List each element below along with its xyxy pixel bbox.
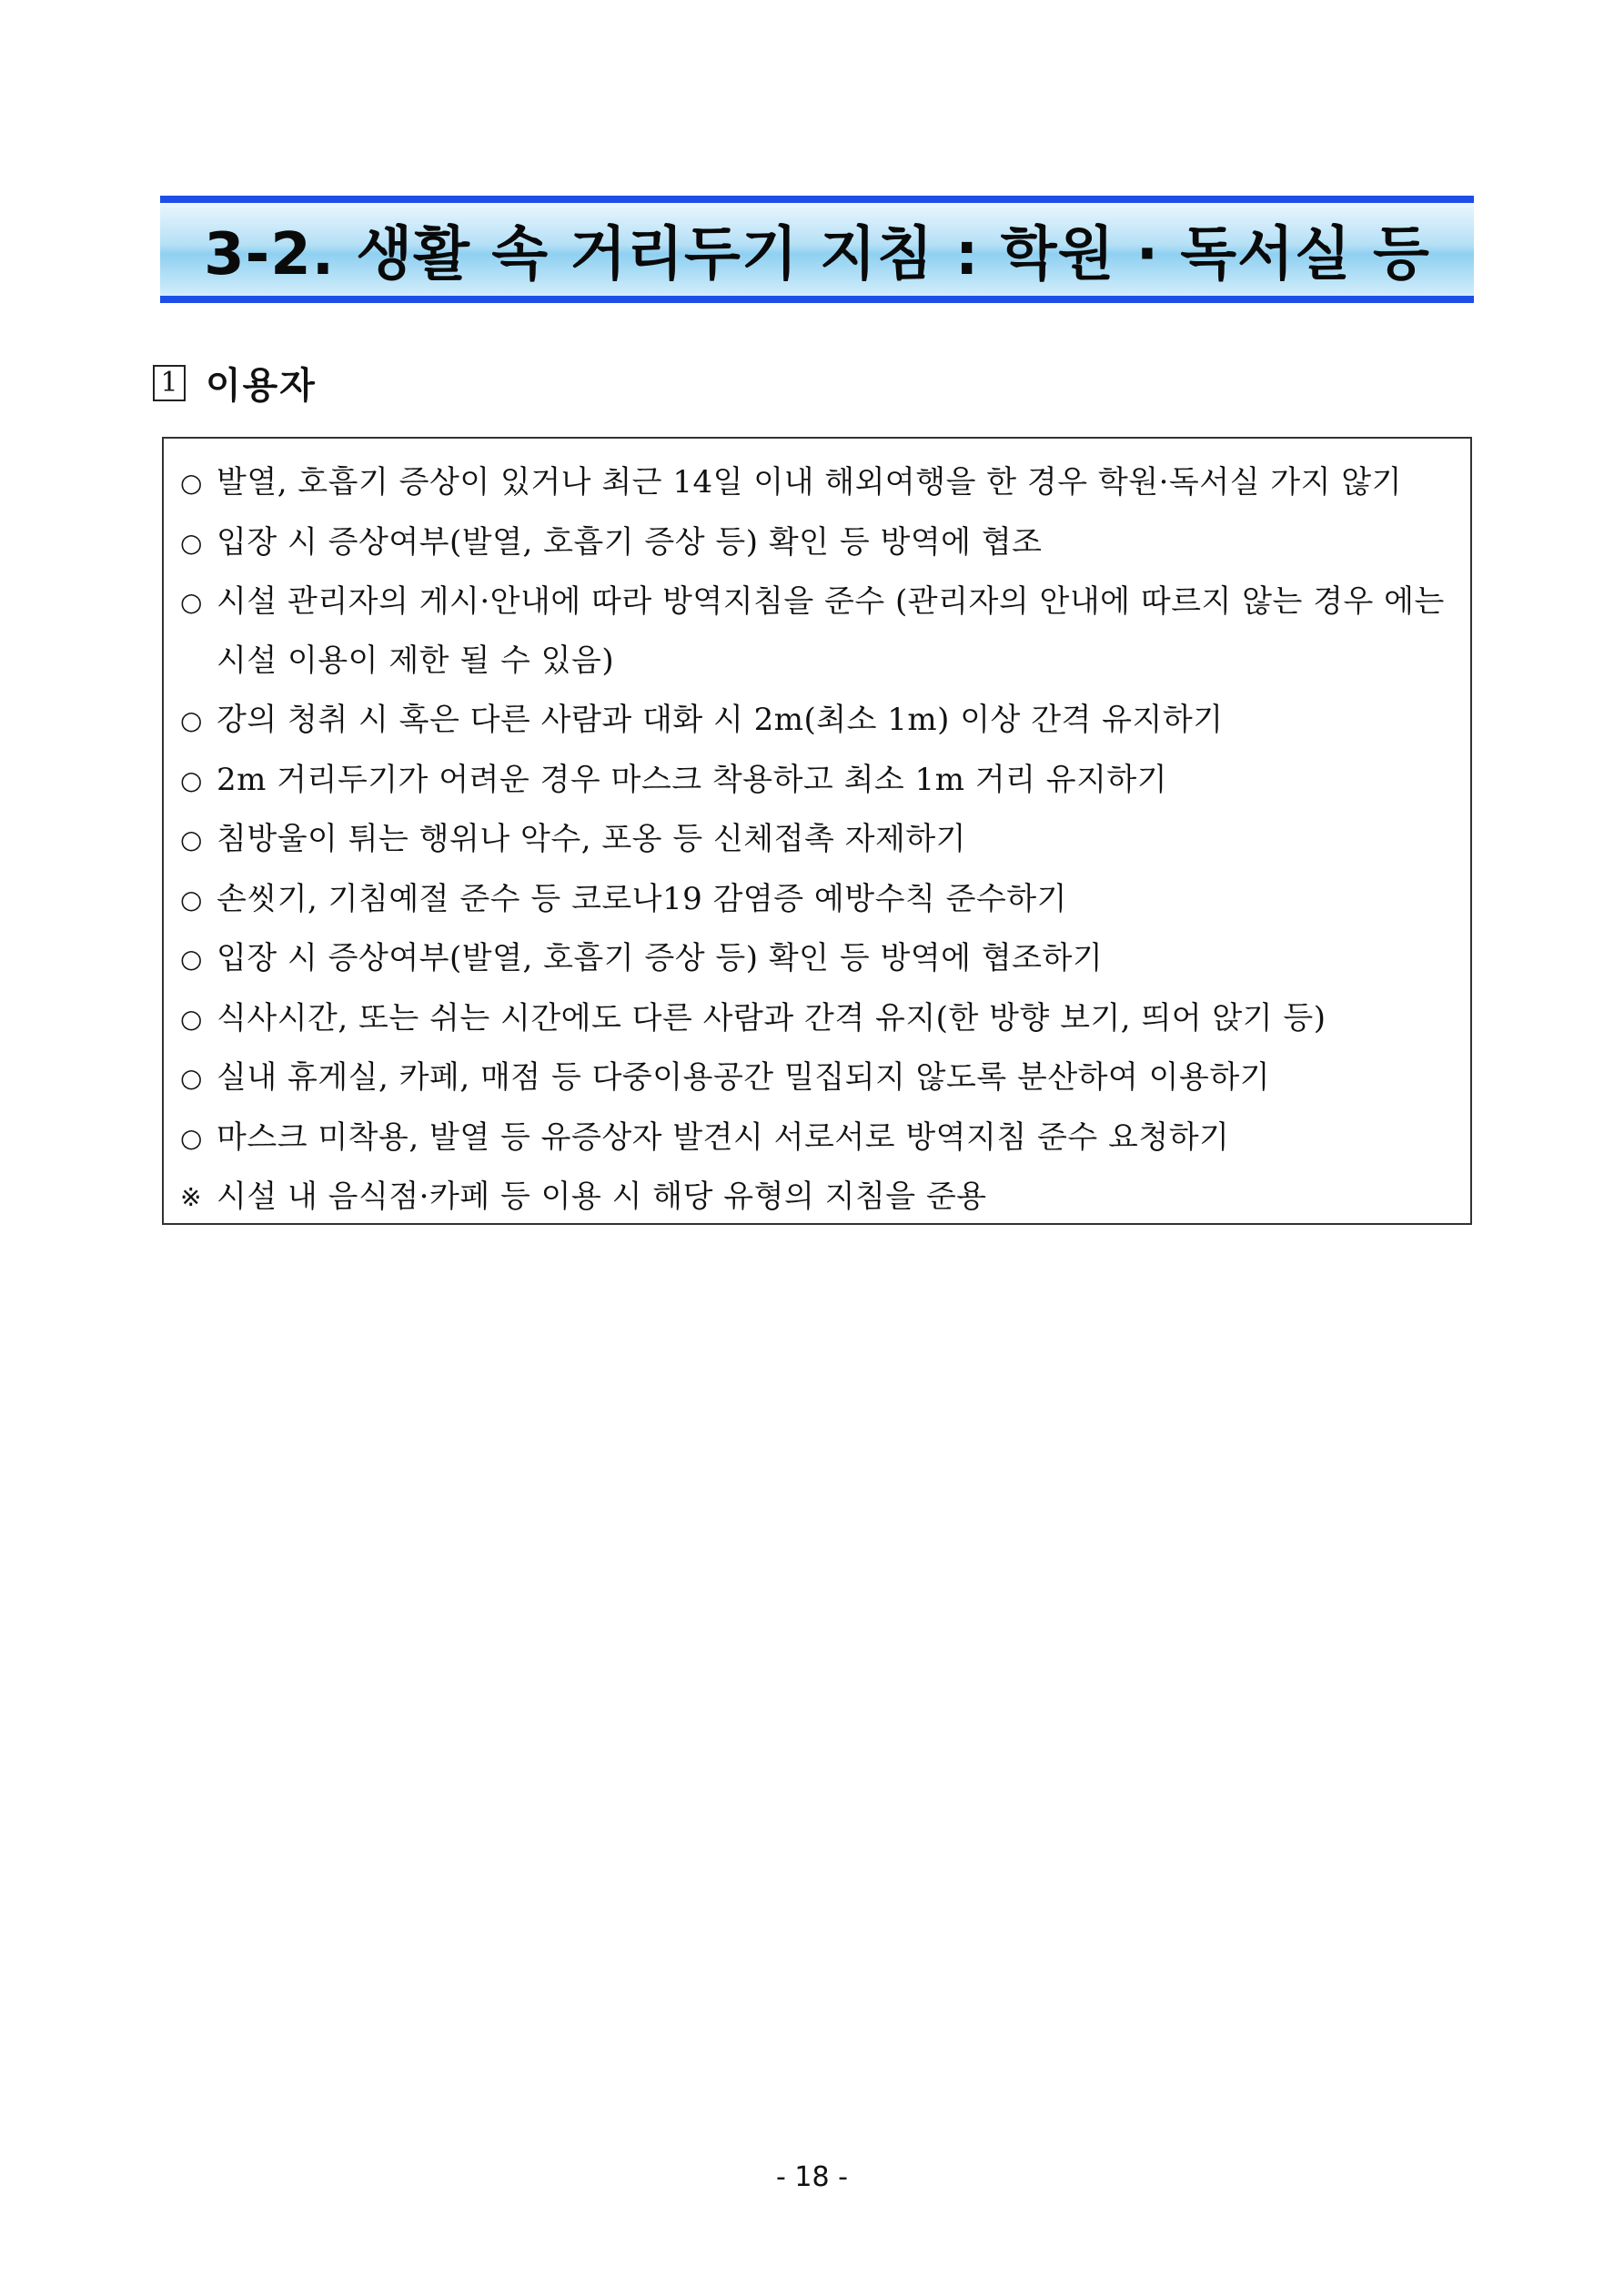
list-item	[180, 929, 1452, 989]
list-item-text: 침방울이 튀는 행위나 악수, 포옹 등 신체접촉 자제하기	[217, 821, 967, 857]
list-item	[180, 870, 1452, 930]
list-item	[180, 751, 1452, 811]
bullet-circle-icon: ○	[180, 1003, 203, 1034]
list-item-text: 손씻기, 기침예절 준수 등 코로나19 감염증 예방수칙 준수하기	[217, 880, 1067, 917]
bullet-circle-icon: ○	[180, 468, 203, 498]
list-item	[180, 572, 1452, 691]
list-item	[180, 810, 1452, 870]
title-banner	[160, 196, 1474, 303]
list-item-text: 2m 거리두기가 어려운 경우 마스크 착용하고 최소 1m 거리 유지하기	[217, 761, 1168, 798]
bullet-circle-icon: ○	[180, 764, 203, 795]
list-item-text: 식사시간, 또는 쉬는 시간에도 다른 사람과 간격 유지(한 방향 보기, 띄어 앉기 등)	[217, 999, 1326, 1037]
list-item	[180, 513, 1452, 573]
bullet-circle-icon: ○	[180, 944, 203, 974]
list-item-text: 실내 휴게실, 카페, 매점 등 다중이용공간 밀집되지 않도록 분산하여 이용하기	[217, 1059, 1271, 1096]
list-item	[180, 1048, 1452, 1108]
bullet-circle-icon: ○	[180, 527, 203, 558]
bullet-circle-icon: ○	[180, 1063, 203, 1093]
list-item	[180, 989, 1452, 1049]
section-heading	[153, 357, 317, 409]
bullet-circle-icon: ○	[180, 705, 203, 735]
bullet-circle-icon: ○	[180, 884, 203, 915]
list-item-text: 시설 내 음식점·카페 등 이용 시 해당 유형의 지침을 준용	[217, 1178, 987, 1215]
bullet-circle-icon: ○	[180, 1122, 203, 1153]
list-item-text: 발열, 호흡기 증상이 있거나 최근 14일 이내 해외여행을 한 경우 학원·독서실 가지 않기	[217, 464, 1402, 501]
list-item	[180, 1108, 1452, 1168]
bullet-circle-icon: ○	[180, 824, 203, 855]
bullet-circle-icon: ○	[180, 587, 203, 617]
page-number: - 18 -	[776, 2161, 848, 2193]
list-item-text: 마스크 미착용, 발열 등 유증상자 발견시 서로서로 방역지침 준수 요청하기	[217, 1118, 1230, 1156]
list-item-text: 입장 시 증상여부(발열, 호흡기 증상 등) 확인 등 방역에 협조하기	[217, 940, 1104, 976]
section-label: 이용자	[206, 364, 317, 407]
list-item-text: 시설 관리자의 게시·안내에 따라 방역지침을 준수 (관리자의 안내에 따르지 않는 경우 에는 시설 이용이 제한 될 수 있음)	[217, 583, 1445, 679]
page-title: 3-2. 생활 속 거리두기 지침 : 학원 · 독서실 등	[204, 221, 1430, 288]
guideline-box	[162, 437, 1472, 1225]
list-item	[180, 1168, 1452, 1228]
list-item	[180, 691, 1452, 751]
section-number-box: 1	[153, 365, 186, 401]
list-item-text: 입장 시 증상여부(발열, 호흡기 증상 등) 확인 등 방역에 협조	[217, 523, 1043, 561]
reference-mark-icon: ※	[180, 1182, 202, 1212]
list-item	[180, 453, 1452, 513]
list-item-text: 강의 청취 시 혹은 다른 사람과 대화 시 2m(최소 1m) 이상 간격 유지하기	[217, 702, 1224, 738]
